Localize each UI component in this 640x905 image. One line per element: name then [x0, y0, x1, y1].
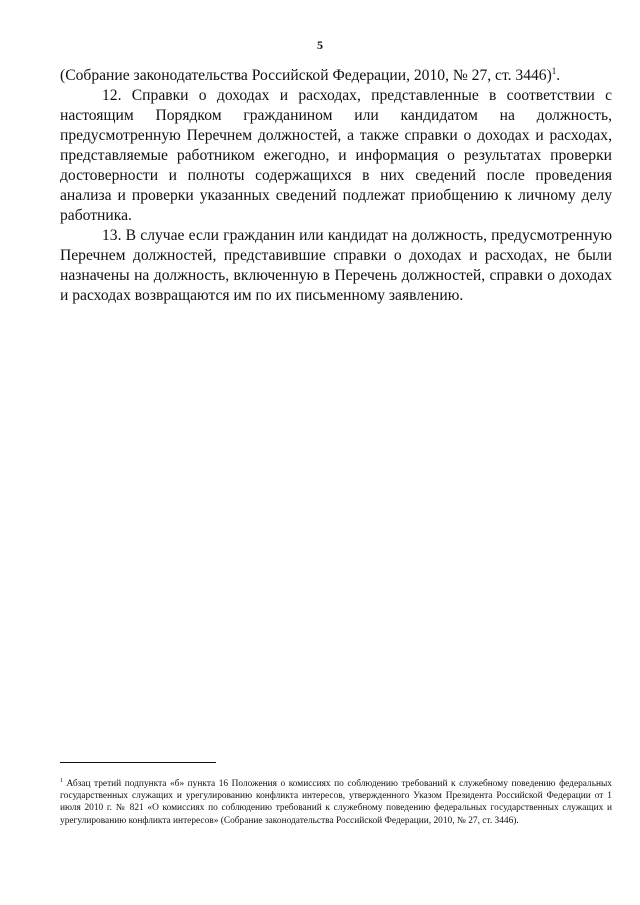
footnote-marker: 1 [60, 777, 63, 784]
footnote-separator [60, 762, 216, 763]
paragraph-text: (Собрание законодательства Российской Федерации, 2010, № 27, ст. 3446) [60, 67, 552, 84]
paragraph-12: 12. Справки о доходах и расходах, представленные в соответствии с настоящим Порядком гражданином или кандидатом на должность, предусмотренную Перечнем должностей, а также справки о доходах и расходах, представляемые работником ежегодно, и информация о результатах проверки достоверности и полноты содержащихся в них сведений после проведения анализа и проверки указанных сведений подлежат приобщению к личному делу работника. [60, 87, 612, 224]
page-number: 5 [317, 38, 323, 52]
paragraph-continuation [60, 66, 612, 86]
footnote-reference: 1 [551, 65, 557, 76]
footnote-text: Абзац третий подпункта «б» пункта 16 Положения о комиссиях по соблюдению требований к служебному поведению федеральных государственных служащих и урегулированию конфликта интересов, утвержденного Указом Президента Российской Федерации от 1 июля 2010 г. № 821 «О комиссиях по соблюдению требований к служебному поведению федеральных государственных служащих и урегулированию конфликта интересов» (Собрание законодательства Российской Федерации, 2010, № 27, ст. 3446). [60, 779, 612, 826]
paragraph-tail: . [556, 67, 561, 84]
footnote [60, 778, 612, 827]
paragraph-13: 13. В случае если гражданин или кандидат на должность, предусмотренную Перечнем должностей, представившие справки о доходах и расходах, не были назначены на должность, включенную в Перечень должностей, справки о доходах и расходах возвращаются им по их письменному заявлению. [60, 227, 612, 304]
document-body [60, 66, 612, 306]
